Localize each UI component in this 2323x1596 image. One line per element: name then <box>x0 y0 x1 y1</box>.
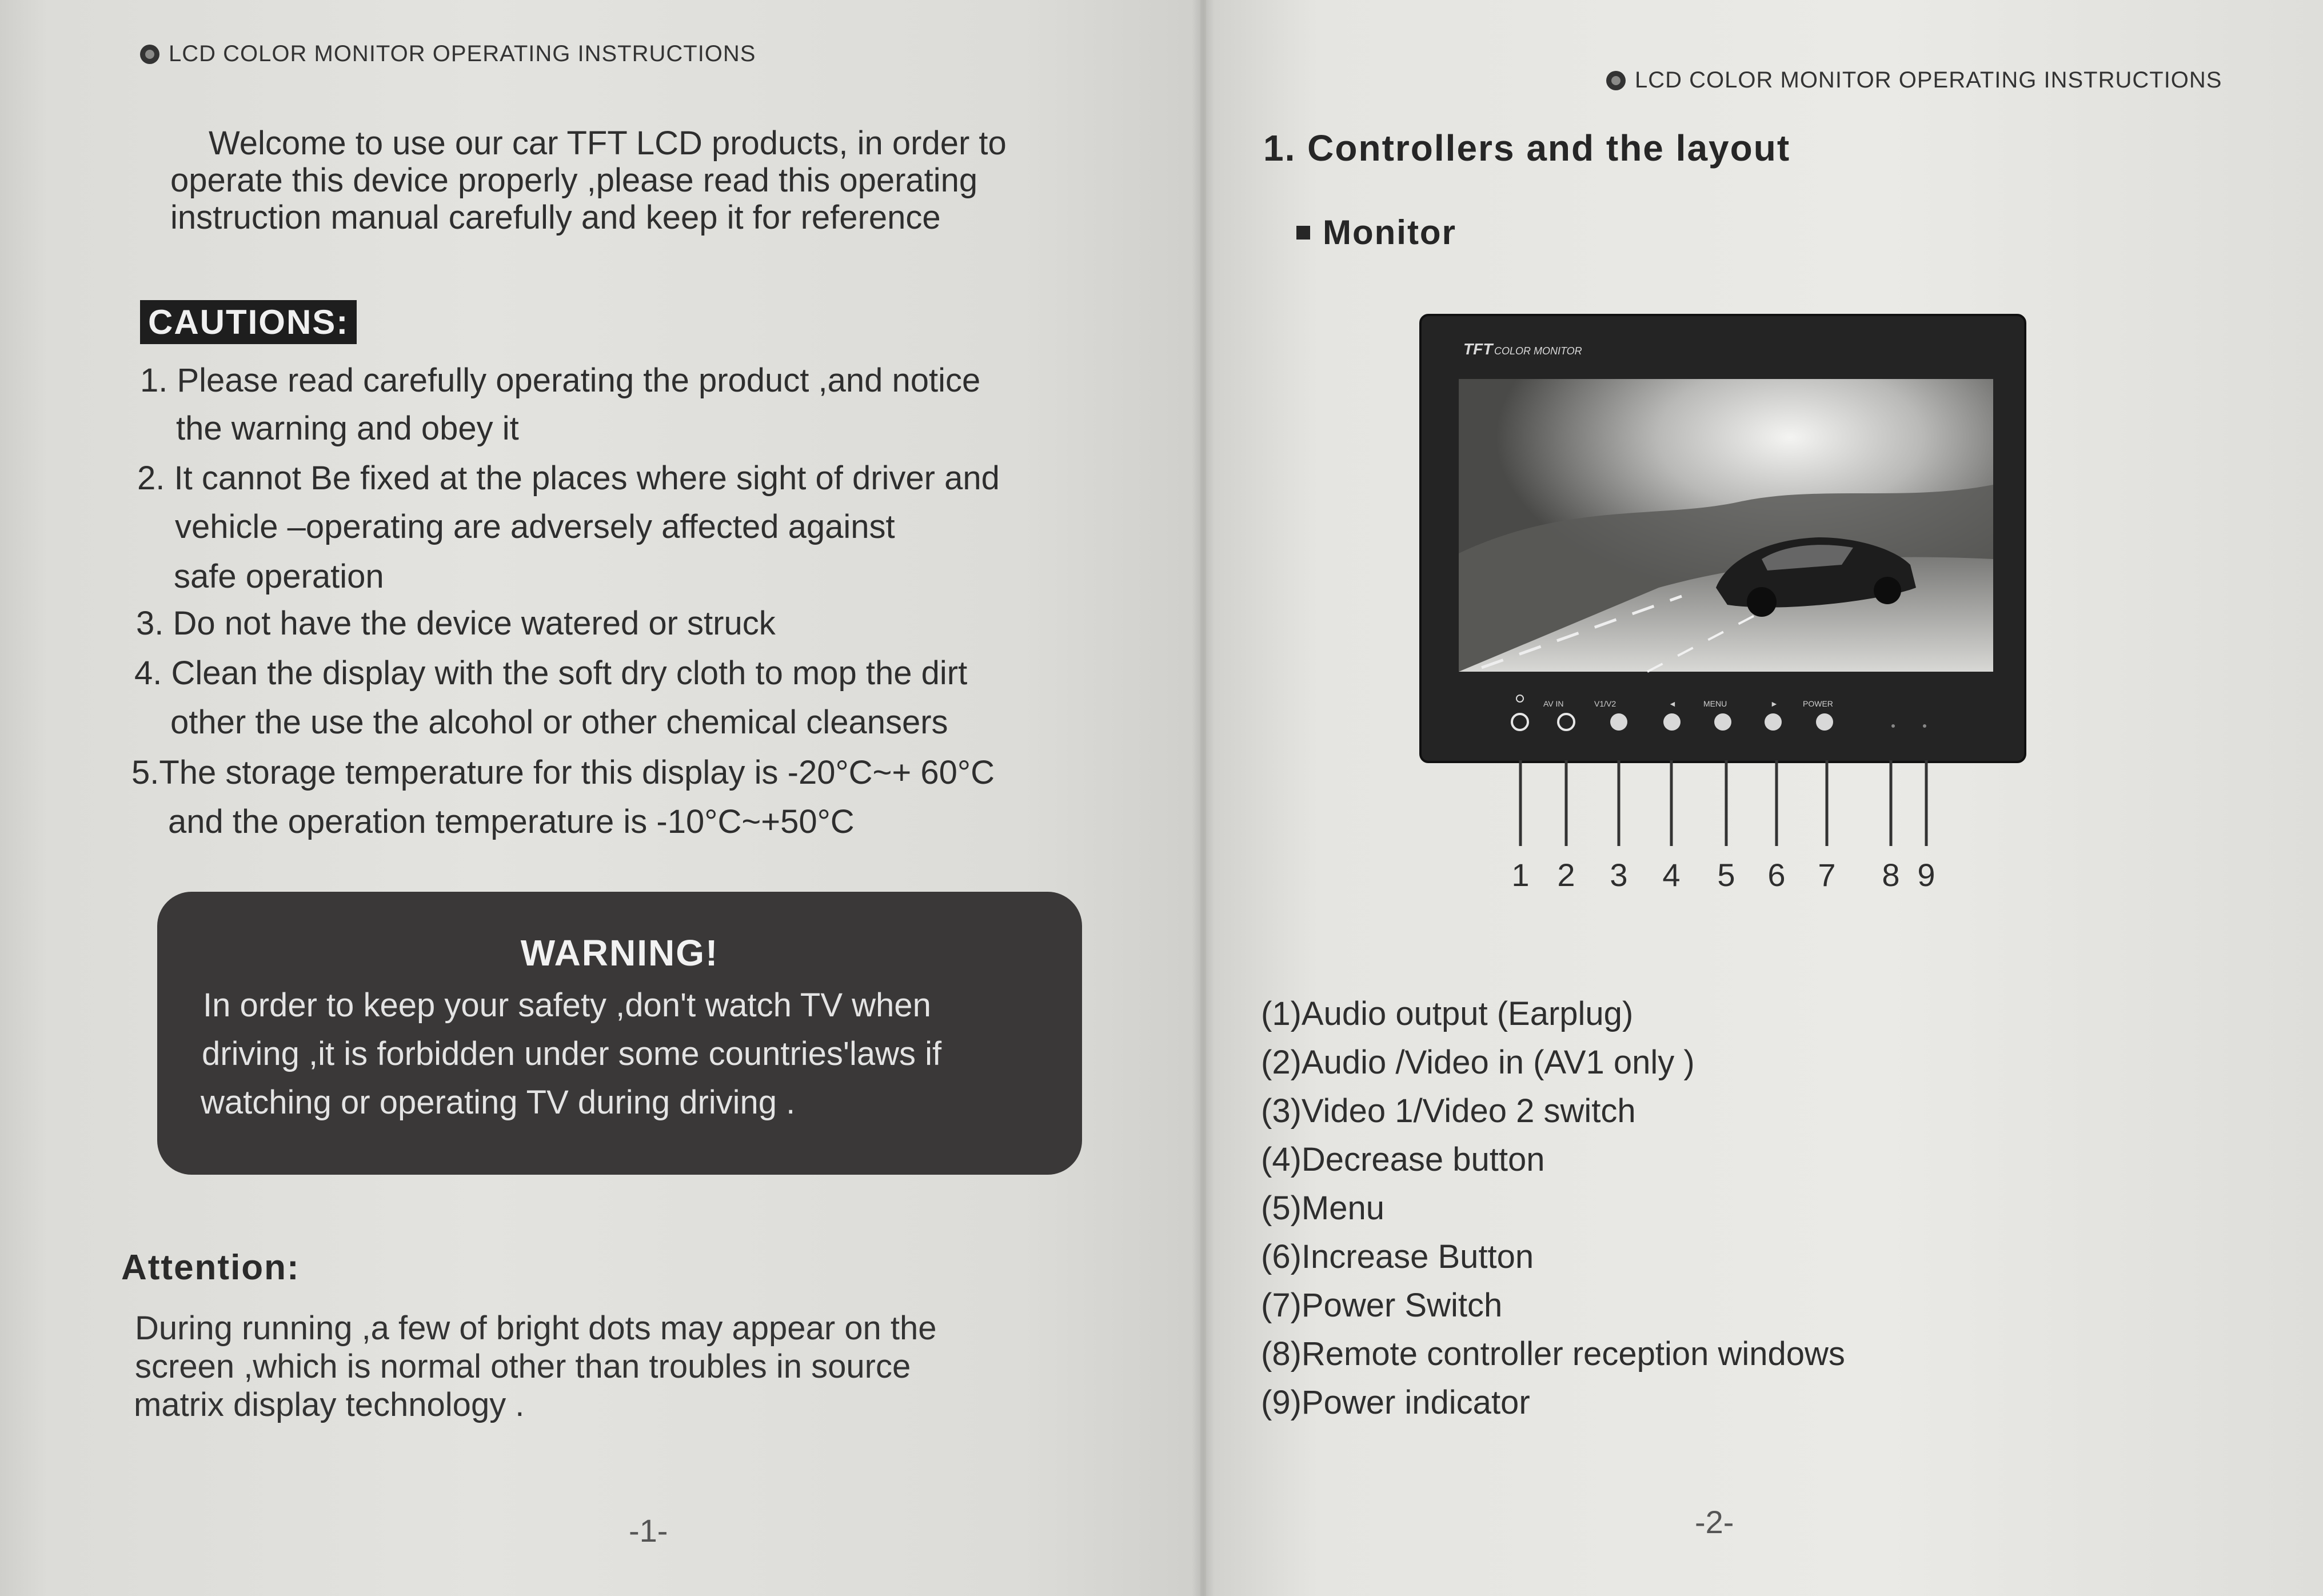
callout-number: 4 <box>1662 857 1681 893</box>
caution-line: other the use the alcohol or other chemical cleansers <box>170 704 948 741</box>
monitor-brand: TFT <box>1463 340 1493 358</box>
attention-title: Attention: <box>121 1248 300 1287</box>
caution-line: vehicle –operating are adversely affected against <box>175 508 895 545</box>
control-item: (3)Video 1/Video 2 switch <box>1261 1092 1636 1130</box>
control-item: (9)Power indicator <box>1261 1384 1530 1421</box>
button-label-power: POWER <box>1803 699 1833 708</box>
callout-lines <box>1486 760 1955 852</box>
intro-line: Welcome to use our car TFT LCD products, in order to <box>209 125 1007 162</box>
control-item: (6)Increase Button <box>1261 1238 1534 1275</box>
subsection-label: Monitor <box>1323 213 1456 252</box>
intro-line: instruction manual carefully and keep it for reference <box>170 199 941 236</box>
button-label-av-in: AV IN <box>1543 699 1564 708</box>
circle-bullet-icon <box>140 45 159 64</box>
cautions-label: CAUTIONS: <box>140 300 357 344</box>
caution-line: 3. Do not have the device watered or struck <box>136 605 776 642</box>
menu-button-icon <box>1714 713 1731 731</box>
warning-line: driving ,it is forbidden under some countries'laws if <box>202 1035 942 1072</box>
attention-line: During running ,a few of bright dots may appear on the <box>135 1310 937 1347</box>
power-button-icon <box>1816 713 1833 731</box>
caution-line: 4. Clean the display with the soft dry cloth to mop the dirt <box>134 655 968 692</box>
monitor-brand-sub: COLOR MONITOR <box>1494 345 1582 357</box>
attention-line: screen ,which is normal other than troubles in source <box>135 1348 911 1385</box>
control-item: (1)Audio output (Earplug) <box>1261 995 1634 1032</box>
caution-line: the warning and obey it <box>176 410 519 447</box>
page-number: -1- <box>629 1513 668 1549</box>
warning-line: watching or operating TV during driving . <box>201 1084 796 1121</box>
callout-number: 3 <box>1610 857 1628 893</box>
warning-line: In order to keep your safety ,don't watch TV when <box>203 987 931 1024</box>
section-title: 1. Controllers and the layout <box>1263 127 1791 169</box>
button-label-menu: MENU <box>1703 699 1727 708</box>
increase-button-icon <box>1765 713 1782 731</box>
attention-line: matrix display technology . <box>134 1386 525 1423</box>
caution-line: and the operation temperature is -10°C~+50°C <box>168 803 855 840</box>
header-text: LCD COLOR MONITOR OPERATING INSTRUCTIONS <box>1635 67 2222 93</box>
callout-number: 7 <box>1818 857 1836 893</box>
caution-line: safe operation <box>174 558 384 595</box>
monitor-illustration <box>1419 313 2028 765</box>
page-number: -2- <box>1695 1504 1734 1540</box>
header-text: LCD COLOR MONITOR OPERATING INSTRUCTIONS <box>169 41 756 66</box>
control-item: (4)Decrease button <box>1261 1141 1545 1178</box>
callout-number: 8 <box>1882 857 1900 893</box>
control-item: (5)Menu <box>1261 1190 1384 1227</box>
callout-number: 9 <box>1917 857 1935 893</box>
decrease-button-icon <box>1663 713 1681 731</box>
left-page-header <box>140 41 756 67</box>
caution-line: 2. It cannot Be fixed at the places where sight of driver and <box>137 460 1000 497</box>
caution-line: 1. Please read carefully operating the product ,and notice <box>140 362 981 399</box>
intro-line: operate this device properly ,please read this operating <box>170 162 978 199</box>
warning-title: WARNING! <box>520 932 719 973</box>
control-item: (7)Power Switch <box>1261 1287 1503 1324</box>
book-spine <box>1192 0 1215 1596</box>
video-switch-button-icon <box>1610 713 1627 731</box>
circle-bullet-icon <box>1606 71 1626 90</box>
caution-line: 5.The storage temperature for this display is -20°C~+ 60°C <box>131 754 995 791</box>
power-indicator-icon <box>1923 724 1926 728</box>
button-label-increase: ► <box>1770 699 1778 708</box>
callout-number: 1 <box>1511 857 1530 893</box>
warning-box <box>157 892 1082 1175</box>
callout-number: 6 <box>1767 857 1786 893</box>
monitor-drawing <box>1419 313 2028 765</box>
right-page-header <box>1606 67 2222 93</box>
control-item: (2)Audio /Video in (AV1 only ) <box>1261 1044 1695 1081</box>
callout-number: 2 <box>1557 857 1575 893</box>
callout-number: 5 <box>1717 857 1735 893</box>
subsection-title <box>1296 213 1456 252</box>
button-label-v1v2: V1/V2 <box>1594 699 1616 708</box>
square-bullet-icon <box>1296 226 1310 240</box>
remote-sensor-icon <box>1891 724 1895 728</box>
button-label-decrease: ◄ <box>1669 699 1677 708</box>
control-item: (8)Remote controller reception windows <box>1261 1335 1845 1372</box>
